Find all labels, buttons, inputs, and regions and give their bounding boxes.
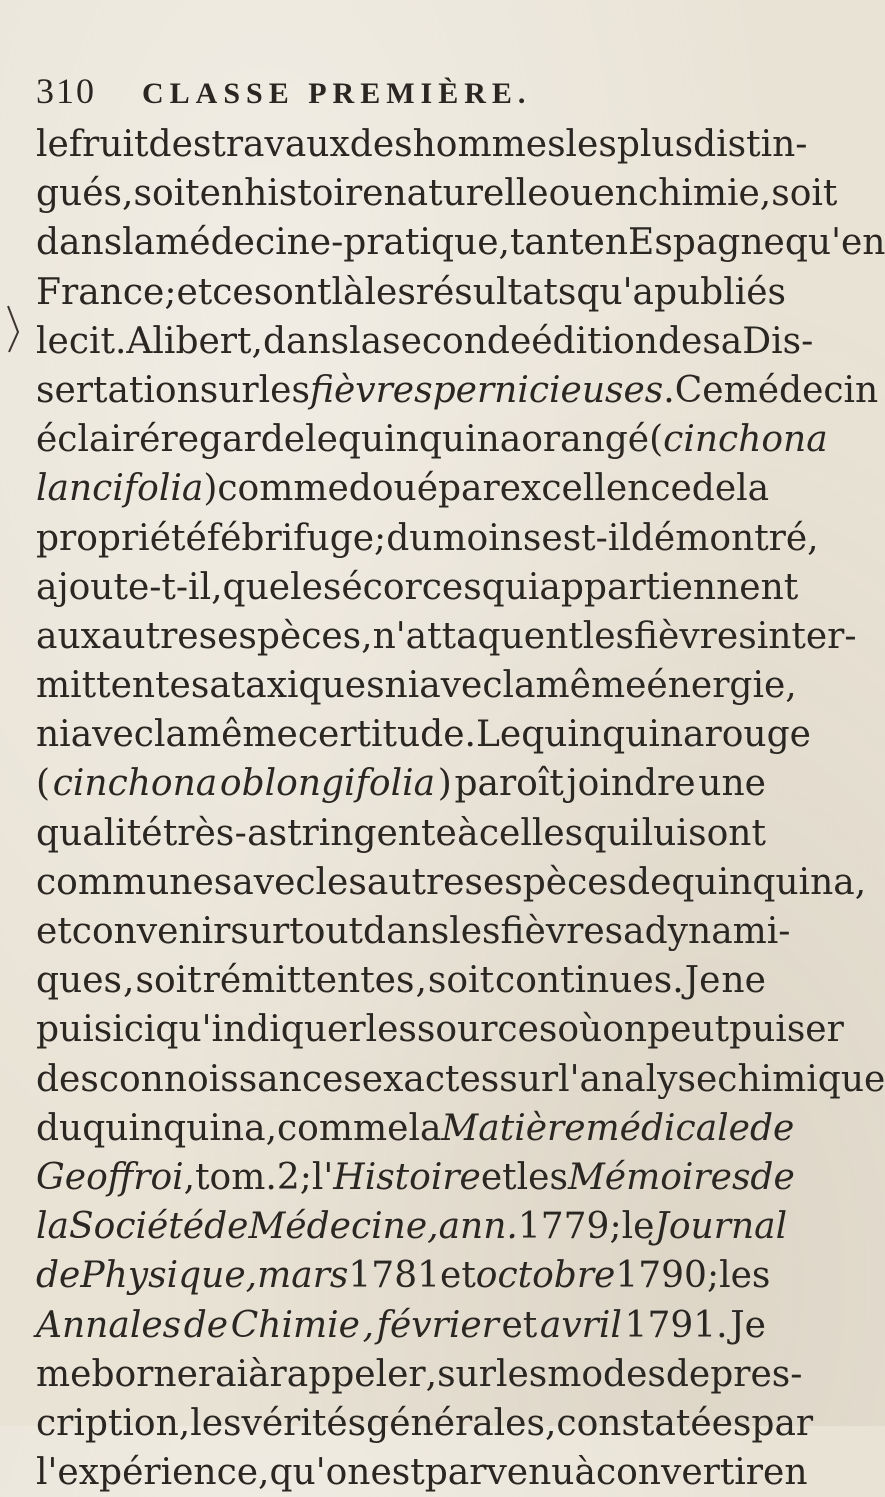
- italic-word: Geoffroi: [36, 1156, 184, 1198]
- text-line: [36, 1399, 814, 1448]
- word: le: [36, 320, 69, 362]
- word: quinquina: [82, 1107, 266, 1149]
- word: qualité: [36, 812, 163, 854]
- word: fruit: [68, 124, 149, 165]
- word: 1791.: [624, 1304, 728, 1346]
- word: les: [315, 861, 367, 903]
- word: ni: [384, 665, 420, 707]
- word: où: [557, 1009, 603, 1051]
- word: ou: [548, 173, 594, 215]
- word: 1790: [615, 1255, 707, 1297]
- body-text: [36, 120, 885, 1497]
- margin-pencil-mark: [6, 304, 20, 354]
- text-line: [36, 1055, 885, 1104]
- word: Je: [730, 1304, 766, 1346]
- word: rémittentes: [202, 960, 415, 1002]
- italic-word: de: [750, 1156, 795, 1198]
- word: fébrifuge: [206, 517, 375, 559]
- word: gués: [36, 173, 123, 215]
- word: en: [593, 173, 638, 215]
- italic-word: cinchona: [52, 763, 218, 805]
- word: paroît: [454, 763, 564, 805]
- word: puiser: [729, 1009, 844, 1051]
- word: une: [698, 763, 766, 805]
- word: communes: [36, 861, 233, 903]
- word: dans: [36, 222, 123, 264]
- word: tant: [509, 222, 584, 264]
- word: hommes: [412, 124, 566, 165]
- word: sa: [702, 320, 743, 362]
- word: ,: [785, 665, 797, 707]
- word: avec: [70, 714, 154, 756]
- word: ,: [425, 1353, 438, 1395]
- word: propriété: [36, 517, 207, 559]
- text-line: [36, 218, 885, 267]
- word: de: [657, 320, 703, 362]
- word: dans: [363, 911, 450, 952]
- word: avec: [232, 861, 316, 903]
- word: ,: [854, 861, 867, 903]
- word: même: [535, 665, 647, 707]
- word: la: [736, 468, 770, 510]
- word: distin-: [693, 124, 808, 165]
- word: parvenu: [424, 1452, 575, 1494]
- word: fièvres: [634, 615, 757, 657]
- word: en: [199, 173, 245, 215]
- italic-word: octobre: [475, 1255, 616, 1297]
- italic-word: ann.: [438, 1206, 518, 1248]
- italic-word: de: [204, 1206, 249, 1248]
- word: par: [438, 468, 500, 510]
- word: me: [36, 1353, 92, 1395]
- word: chimique: [717, 1058, 885, 1100]
- word: très: [162, 812, 235, 854]
- text-line: [36, 809, 766, 858]
- word: publiés: [653, 271, 787, 313]
- word: à: [574, 1452, 596, 1494]
- italic-word: pernicieuses: [432, 369, 664, 411]
- italic-word: Mémoires: [567, 1156, 751, 1198]
- text-line: [36, 1448, 808, 1497]
- word: ,: [251, 320, 263, 362]
- word: plus: [616, 124, 694, 165]
- word: ,: [807, 517, 819, 559]
- word: la: [153, 714, 187, 756]
- word: sur: [199, 369, 259, 411]
- word: les: [516, 1156, 568, 1198]
- word: les: [582, 615, 635, 657]
- word: le: [305, 419, 338, 461]
- word: et: [480, 1156, 517, 1198]
- word: espèces: [217, 615, 362, 657]
- text-line: [36, 710, 811, 759]
- italic-word: février: [376, 1304, 499, 1346]
- word: convertir: [595, 1452, 764, 1494]
- text-line: [36, 268, 787, 317]
- word: astringente: [247, 812, 457, 854]
- word: ,: [178, 1402, 191, 1444]
- word: les: [258, 369, 310, 411]
- word: écorces: [341, 566, 482, 608]
- word: le: [36, 124, 69, 165]
- word: ,: [123, 960, 135, 1002]
- italic-word: Matière: [441, 1107, 586, 1149]
- word: travaux: [211, 124, 350, 165]
- word: les: [565, 124, 617, 165]
- word: comme: [217, 468, 349, 510]
- word: dans: [262, 320, 350, 362]
- word: sur: [499, 1058, 559, 1100]
- word: l'analyse: [558, 1058, 718, 1100]
- italic-word: cinchona: [663, 419, 828, 461]
- italic-word: de: [36, 1255, 81, 1297]
- word: les: [719, 1255, 771, 1297]
- word: et: [440, 1255, 476, 1297]
- word: doué: [348, 468, 439, 510]
- word: le: [621, 1206, 655, 1248]
- italic-word: avril: [539, 1304, 622, 1346]
- text-line: [36, 1301, 766, 1350]
- text-line: [36, 759, 766, 808]
- text-line: [36, 1251, 771, 1300]
- word: résultats: [415, 271, 577, 313]
- italic-word: Chimie: [230, 1304, 360, 1346]
- word: 2: [276, 1156, 300, 1198]
- word: des: [148, 124, 212, 165]
- word: 1781: [348, 1255, 441, 1297]
- word: ques: [36, 960, 123, 1002]
- word: histoire: [244, 173, 384, 215]
- word: les: [190, 1402, 242, 1444]
- word: fièvres: [500, 911, 624, 952]
- text-line: [36, 1005, 844, 1054]
- word: comme: [277, 1107, 409, 1149]
- word: puis: [36, 1009, 113, 1051]
- word: 1779: [517, 1206, 610, 1248]
- page-number: 310: [36, 71, 96, 111]
- word: soit: [427, 960, 495, 1002]
- italic-word: Annales: [36, 1304, 182, 1346]
- word: en: [583, 222, 629, 264]
- italic-word: oblongifolia: [219, 763, 436, 805]
- word: Espagne: [628, 222, 785, 264]
- italic-word: lancifolia: [36, 468, 204, 510]
- word: celles: [478, 812, 584, 854]
- word: de: [665, 1353, 711, 1395]
- italic-word: fièvres: [309, 369, 433, 411]
- word: pres-: [710, 1353, 803, 1395]
- word: Alibert: [126, 320, 252, 362]
- word: moins: [432, 517, 542, 559]
- word: quinquina: [671, 861, 855, 903]
- word: en: [763, 1452, 808, 1494]
- italic-word: Histoire: [333, 1156, 481, 1198]
- word: ,: [759, 173, 772, 215]
- word: ;: [164, 271, 177, 313]
- running-head: CLASSE PREMIÈRE.: [142, 77, 532, 110]
- text-line: [36, 563, 799, 612]
- word: à: [248, 1353, 270, 1395]
- word: mittentes: [36, 665, 210, 707]
- word: ajoute-t-il: [36, 566, 212, 608]
- italic-word: Médecine,: [248, 1206, 439, 1248]
- text-line: [36, 366, 879, 415]
- word: (: [36, 763, 51, 805]
- word: soit: [133, 173, 200, 215]
- word: la: [349, 320, 383, 362]
- word: éclairé: [36, 419, 161, 461]
- word: ;: [706, 1255, 720, 1297]
- word: rappeler: [269, 1353, 426, 1395]
- word: du: [386, 517, 433, 559]
- word: des: [349, 124, 413, 165]
- word: et: [501, 1304, 538, 1346]
- word: même: [186, 714, 298, 756]
- word: sont: [253, 271, 332, 313]
- word: appartiennent: [539, 566, 799, 608]
- word: excellence: [499, 468, 692, 510]
- text-line: [36, 1350, 803, 1399]
- word: chimie: [637, 173, 760, 215]
- word: ): [437, 763, 452, 805]
- word: ,: [544, 1402, 557, 1444]
- word: et: [36, 911, 72, 952]
- text-line: [36, 612, 857, 661]
- word: la: [502, 665, 536, 707]
- word: ce: [212, 271, 254, 313]
- italic-word: de: [183, 1304, 229, 1346]
- word: tom.: [195, 1156, 277, 1198]
- word: qu'en: [784, 222, 885, 264]
- word: soit: [771, 173, 838, 215]
- italic-word: ,: [245, 1255, 258, 1297]
- text-line: [36, 514, 819, 563]
- word: ataxiques: [209, 665, 385, 707]
- word: joindre: [566, 763, 696, 805]
- word: peut: [647, 1009, 730, 1051]
- word: des: [36, 1058, 99, 1100]
- word: ;: [374, 517, 387, 559]
- italic-word: de: [750, 1107, 795, 1149]
- word: les: [364, 271, 416, 313]
- word: autres: [100, 615, 218, 657]
- word: ici: [112, 1009, 156, 1051]
- text-line: [36, 1153, 795, 1202]
- word: et: [176, 271, 213, 313]
- word: ;: [609, 1206, 622, 1248]
- word: ,: [361, 615, 373, 657]
- word: la: [122, 222, 156, 264]
- word: sont: [688, 812, 766, 854]
- text-line: [36, 1104, 795, 1153]
- word: Ce: [674, 369, 724, 411]
- italic-word: mars: [257, 1255, 349, 1297]
- page-header: [36, 70, 531, 114]
- word: l'expérience: [36, 1452, 259, 1494]
- text-line: [36, 661, 797, 710]
- word: constatées: [556, 1402, 752, 1444]
- word: les: [290, 566, 342, 608]
- word: regarde: [160, 419, 306, 461]
- word: France: [36, 271, 165, 313]
- word: bornerai: [91, 1353, 249, 1395]
- word: sur: [437, 1353, 496, 1395]
- word: par: [751, 1402, 814, 1444]
- word: ,: [211, 566, 223, 608]
- word: -: [234, 812, 247, 854]
- word: générales: [366, 1402, 545, 1444]
- word: (: [649, 419, 664, 461]
- word: de: [627, 861, 672, 903]
- text-line: [36, 169, 838, 218]
- word: quinquina: [337, 419, 522, 461]
- word: ;: [299, 1156, 312, 1198]
- word: cit.: [68, 320, 127, 362]
- word: modes: [547, 1353, 666, 1395]
- word: surtout: [230, 911, 364, 952]
- italic-word: Journal: [654, 1206, 788, 1248]
- word: ,: [122, 173, 134, 215]
- word: adynami-: [623, 911, 791, 952]
- word: certitude.: [297, 714, 476, 756]
- italic-word: la: [36, 1206, 69, 1248]
- word: orangé: [521, 419, 650, 461]
- word: ,: [265, 1107, 278, 1149]
- word: de: [691, 468, 737, 510]
- word: autres: [366, 861, 483, 903]
- word: médecine-pratique,: [155, 222, 510, 264]
- word: avec: [419, 665, 503, 707]
- word: cription: [36, 1402, 179, 1444]
- text-line: [36, 415, 828, 464]
- word: édition: [531, 320, 658, 362]
- word: inter-: [756, 615, 857, 657]
- word: que: [222, 566, 291, 608]
- word: là: [331, 271, 365, 313]
- word: Le: [475, 714, 522, 756]
- word: qu'a: [576, 271, 654, 313]
- word: lui: [641, 812, 688, 854]
- word: ne: [721, 960, 766, 1002]
- italic-word: médicale: [585, 1107, 750, 1149]
- word: Je: [684, 960, 721, 1002]
- text-line: [36, 907, 791, 956]
- word: est-il: [541, 517, 631, 559]
- word: qui: [481, 566, 540, 608]
- word: Dis-: [742, 320, 814, 362]
- text-line: [36, 956, 766, 1005]
- text-line: [36, 317, 814, 366]
- text-line: [36, 120, 808, 169]
- word: vérités: [241, 1402, 367, 1444]
- word: sources: [416, 1009, 558, 1051]
- text-line: [36, 1202, 788, 1251]
- word: n'attaquent: [372, 615, 583, 657]
- word: la: [408, 1107, 442, 1149]
- italic-word: Société: [68, 1206, 205, 1248]
- word: naturelle: [383, 173, 549, 215]
- word: soit: [135, 960, 202, 1002]
- word: seconde: [382, 320, 532, 362]
- word: connoissances: [98, 1058, 362, 1100]
- word: est: [370, 1452, 425, 1494]
- word: à: [457, 812, 479, 854]
- word: les: [365, 1009, 417, 1051]
- word: rouge: [704, 714, 811, 756]
- word: les: [449, 911, 501, 952]
- text-line: [36, 858, 867, 907]
- word: espèces: [482, 861, 628, 903]
- word: ,: [258, 1452, 270, 1494]
- word: l': [311, 1156, 334, 1198]
- word: ): [203, 468, 218, 510]
- word: énergie: [646, 665, 786, 707]
- word: les: [495, 1353, 548, 1395]
- word: ,: [415, 960, 427, 1002]
- word: qu'on: [269, 1452, 371, 1494]
- word: exactes: [361, 1058, 500, 1100]
- italic-word: Physique: [80, 1255, 246, 1297]
- word: qu'indiquer: [155, 1009, 366, 1051]
- word: ,: [183, 1156, 196, 1198]
- text-line: [36, 464, 770, 513]
- word: convenir: [71, 911, 231, 952]
- word: qui: [583, 812, 642, 854]
- word: médecin: [723, 369, 879, 411]
- word: ni: [36, 714, 71, 756]
- word: quinquina: [521, 714, 705, 756]
- italic-word: ,: [362, 1304, 375, 1346]
- word: aux: [36, 615, 101, 657]
- word: démontré: [630, 517, 808, 559]
- word: continues.: [495, 960, 684, 1002]
- word: du: [36, 1107, 83, 1149]
- word: on: [602, 1009, 648, 1051]
- word: sertation: [36, 369, 200, 411]
- word: .: [663, 369, 675, 411]
